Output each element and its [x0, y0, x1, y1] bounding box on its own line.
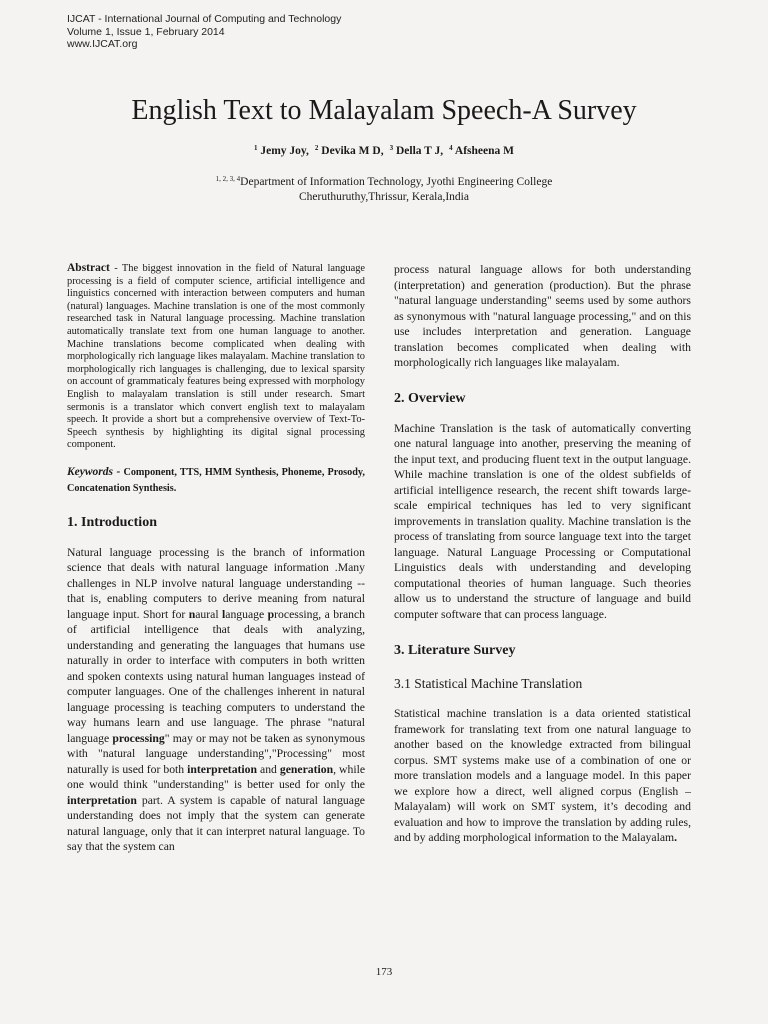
- affiliation-nums: 1, 2, 3, 4: [215, 175, 241, 183]
- author-4-num: 4: [449, 144, 453, 152]
- left-column: [67, 262, 365, 855]
- section-heading-literature-survey: 3. Literature Survey: [394, 643, 516, 658]
- abstract-label: Abstract: [67, 262, 110, 274]
- intro-bold: generation: [279, 762, 334, 776]
- author-2-num: 2: [314, 144, 319, 152]
- intro-text: , while one would think "understanding" is better used for only the: [67, 762, 366, 792]
- intro-bold: processing: [112, 731, 165, 745]
- intro-bold: p: [267, 607, 275, 621]
- author-1-num: 1: [253, 144, 258, 152]
- author-1: Jemy Joy,: [260, 145, 309, 157]
- intro-bold: interpretation: [187, 762, 258, 776]
- journal-name: IJCAT - International Journal of Computing and Technology: [67, 13, 342, 25]
- affiliation-place: Cheruthuruthy,Thrissur, Kerala,India: [299, 191, 469, 203]
- intro-text: part. A system is capable of natural language understanding does not imply that the system can generate natural language, only that it can interpret natural language. To say that the system can: [67, 793, 365, 854]
- smt-text: Statistical machine translation is a data oriented statistical framework for translating text from one natural language to another based on the knowledge extracted from bilingual corpus. SMT systems make use of a combination of one or more translation models and a language model. In this paper we explore how a direct, well aligned corpus (English – Malayalam) will work on SMT system, it’s decoding and evaluation and how to improve the translation by adding rules, and by adding morphological information to the Malayalam: [394, 707, 691, 844]
- author-3-num: 3: [389, 144, 394, 152]
- page-number: 173: [375, 966, 393, 978]
- introduction-paragraph: [67, 545, 365, 855]
- section-heading-introduction: 1. Introduction: [67, 514, 157, 530]
- affiliation: [0, 172, 768, 205]
- section-heading-overview: 2. Overview: [394, 390, 466, 406]
- smt-paragraph: [394, 706, 691, 846]
- intro-text: rocessing, a branch of artificial intelligence that deals with analyzing, understanding and generating the languages that humans use naturally in order to interface with computers in both written and spoken contexts using natural human languages instead of computer languages. One of the challenges inherent in natural language processing is teaching computers to understand the way humans learn and use language. The phrase "natural language: [67, 607, 366, 745]
- abstract: [67, 262, 365, 452]
- intro-text: " may or may not be taken as synonymous with "natural language understanding","Processing" most naturally is used for both: [67, 731, 365, 776]
- author-3: Della T J,: [395, 145, 444, 157]
- keywords: [67, 464, 365, 497]
- introduction-continuation: process natural language allows for both understanding (interpretation) and generation (production). But the phrase "natural language understanding" seems used by some authors as synonymous with "natural language processing," and on this use includes interpretation and generation. Language translation becomes complicated when dealing with morphologically rich languages like malayalam.: [394, 263, 691, 369]
- subsection-heading-smt: 3.1 Statistical Machine Translation: [394, 676, 583, 691]
- affiliation-dept: Department of Information Technology, Jyothi Engineering College: [240, 176, 553, 188]
- intro-text: aural: [195, 607, 223, 621]
- right-column: [394, 262, 691, 846]
- journal-volume: Volume 1, Issue 1, February 2014: [67, 25, 225, 38]
- intro-bold: interpretation: [67, 793, 137, 807]
- intro-bold: n: [188, 607, 196, 621]
- author-2: Devika M D,: [321, 145, 384, 157]
- author-list: [0, 144, 768, 157]
- smt-end: .: [674, 831, 678, 844]
- abstract-text: - The biggest innovation in the field of Natural language processing is a field of computer science, artificial intelligence and linguistics concerned with interaction between computers and human (natural) languages. Machine translation is one of the most commonly researched task in Natural language processing. Machine translation automatically translate text from one human language to another. Machine translations become complicated when dealing with morphologically rich language likes malayalam. Machine translation to morphologically rich languages is challenging, due to lexical sparsity on account of grammaticaly features being expressed with morphology English to malayalam translation is still under research. Smart sermonis is a translator which convert english text to malayalam speech. It provide a short but a comprehensive overview of Text-To-Speech synthesis by highlighting its digital signal processing component.: [67, 263, 365, 451]
- paper-title: English Text to Malayalam Speech-A Survey: [131, 95, 637, 126]
- intro-text: and: [257, 762, 280, 776]
- intro-bold: l: [222, 607, 226, 621]
- keywords-values: Component, TTS, HMM Synthesis, Phoneme, Prosody, Concatenation Synthesis.: [67, 466, 365, 494]
- journal-url: www.IJCAT.org: [67, 38, 138, 50]
- intro-text: anguage: [225, 607, 268, 621]
- journal-header: [67, 13, 341, 51]
- keywords-label: Keywords -: [67, 465, 121, 478]
- author-4: Afsheena M: [454, 145, 514, 157]
- intro-text: Natural language processing is the branch of information science that deals with natural language information .Many challenges in NLP involve natural language understanding -- that is, enabling computers to derive meaning from natural language input. Short for: [67, 545, 365, 621]
- overview-paragraph: Machine Translation is the task of automatically converting one natural language into another, preserving the meaning of the input text, and producing fluent text in the output language. While machine translation is one of the oldest subfields of artificial intelligence research, the recent shift towards large-scale empirical techniques has led to very significant improvements in translation quality. Machine translation is the process of translating from source language text into the target language. Natural Language Processing or Computational Linguistics deals with understanding and developing computational theories of human language. Such theories allow us to understand the structure of language and build computer software that can process language.: [394, 421, 691, 621]
